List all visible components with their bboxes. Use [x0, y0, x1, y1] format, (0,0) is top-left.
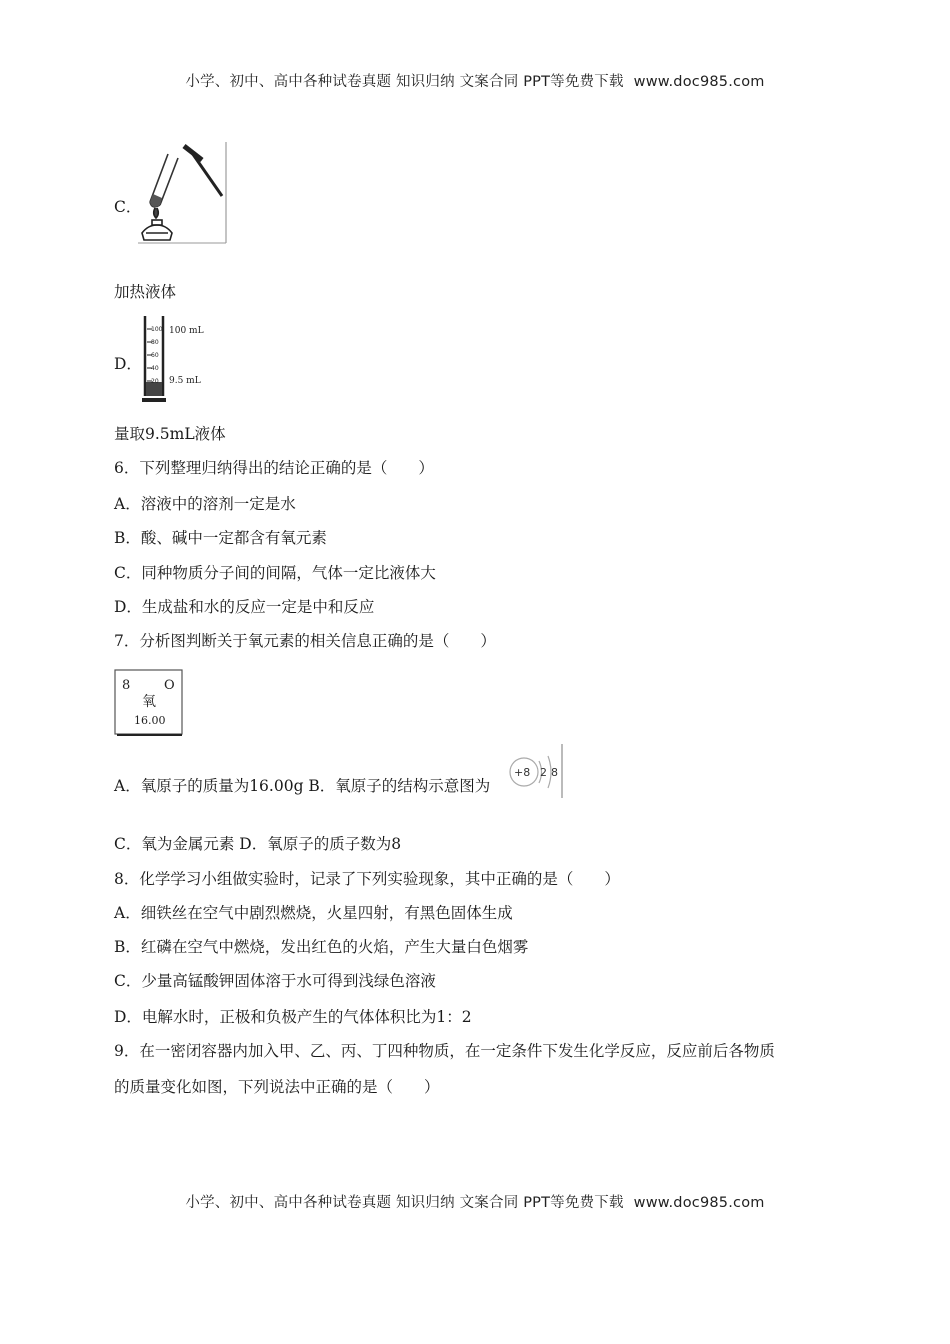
- element-atomic-number: 8: [122, 678, 131, 693]
- nucleus-charge: +8: [514, 766, 531, 779]
- shell-1-electrons: 2: [540, 766, 547, 779]
- cylinder-tick: 100: [151, 326, 163, 333]
- q6-option-d: D．生成盐和水的反应一定是中和反应: [114, 598, 375, 616]
- graduated-cylinder-figure: [139, 312, 211, 404]
- q5-option-c-caption: 加热液体: [114, 283, 177, 301]
- q7-options-cd: C．氧为金属元素 D．氧原子的质子数为8: [114, 835, 402, 853]
- cylinder-tick: 80: [151, 339, 159, 346]
- page-footer: [0, 1191, 950, 1212]
- footer-url[interactable]: www.doc985.com: [633, 1195, 765, 1211]
- heating-liquid-figure: [138, 142, 228, 244]
- q6-option-a: A．溶液中的溶剂一定是水: [114, 495, 296, 513]
- header-url[interactable]: www.doc985.com: [633, 74, 765, 90]
- test-tube-holder: [184, 146, 222, 196]
- alcohol-lamp: [142, 208, 172, 240]
- cylinder-label-top: 100 mL: [169, 326, 204, 336]
- header-text: 小学、初中、高中各种试卷真题 知识归纳 文案合同 PPT等免费下载: [185, 74, 624, 90]
- q7-stem: 7．分析图判断关于氧元素的相关信息正确的是（ ）: [114, 632, 496, 650]
- q8-option-c: C．少量高锰酸钾固体溶于水可得到浅绿色溶液: [114, 972, 436, 990]
- q5-option-d-label: D．: [114, 355, 142, 373]
- element-atomic-mass: 16.00: [134, 714, 166, 727]
- q6-stem: 6．下列整理归纳得出的结论正确的是（ ）: [114, 459, 434, 477]
- q9-stem-line-2: 的质量变化如图，下列说法中正确的是（ ）: [114, 1078, 440, 1096]
- q6-option-c: C．同种物质分子间的间隔，气体一定比液体大: [114, 564, 436, 582]
- oxygen-element-card: [114, 669, 184, 737]
- element-symbol: O: [164, 678, 175, 693]
- q8-option-d: D．电解水时，正极和负极产生的气体体积比为1：2: [114, 1008, 472, 1026]
- q7-options-ab: A．氧原子的质量为16.00g B．氧原子的结构示意图为: [114, 777, 491, 795]
- cylinder-tick: 20: [151, 378, 159, 385]
- q8-stem: 8．化学学习小组做实验时，记录了下列实验现象，其中正确的是（ ）: [114, 870, 620, 888]
- q6-option-b: B．酸、碱中一定都含有氧元素: [114, 529, 327, 547]
- footer-text: 小学、初中、高中各种试卷真题 知识归纳 文案合同 PPT等免费下载: [185, 1195, 624, 1211]
- q8-option-a: A．细铁丝在空气中剧烈燃烧，火星四射，有黑色固体生成: [114, 904, 513, 922]
- oxygen-atom-structure-diagram: [506, 744, 566, 800]
- q5-option-c-label: C．: [114, 198, 142, 216]
- page-header: [0, 70, 950, 91]
- element-name: 氧: [142, 694, 156, 710]
- cylinder-tick: 40: [151, 365, 159, 372]
- cylinder-tick: 60: [151, 352, 159, 359]
- q9-stem-line-1: 9．在一密闭容器内加入甲、乙、丙、丁四种物质，在一定条件下发生化学反应，反应前后各物质: [114, 1042, 775, 1060]
- q5-option-d-caption: 量取9.5mL液体: [114, 425, 226, 443]
- cylinder-label-bottom: 9.5 mL: [169, 376, 201, 386]
- shell-2-electrons: 8: [551, 766, 558, 779]
- q8-option-b: B．红磷在空气中燃烧，发出红色的火焰，产生大量白色烟雾: [114, 938, 529, 956]
